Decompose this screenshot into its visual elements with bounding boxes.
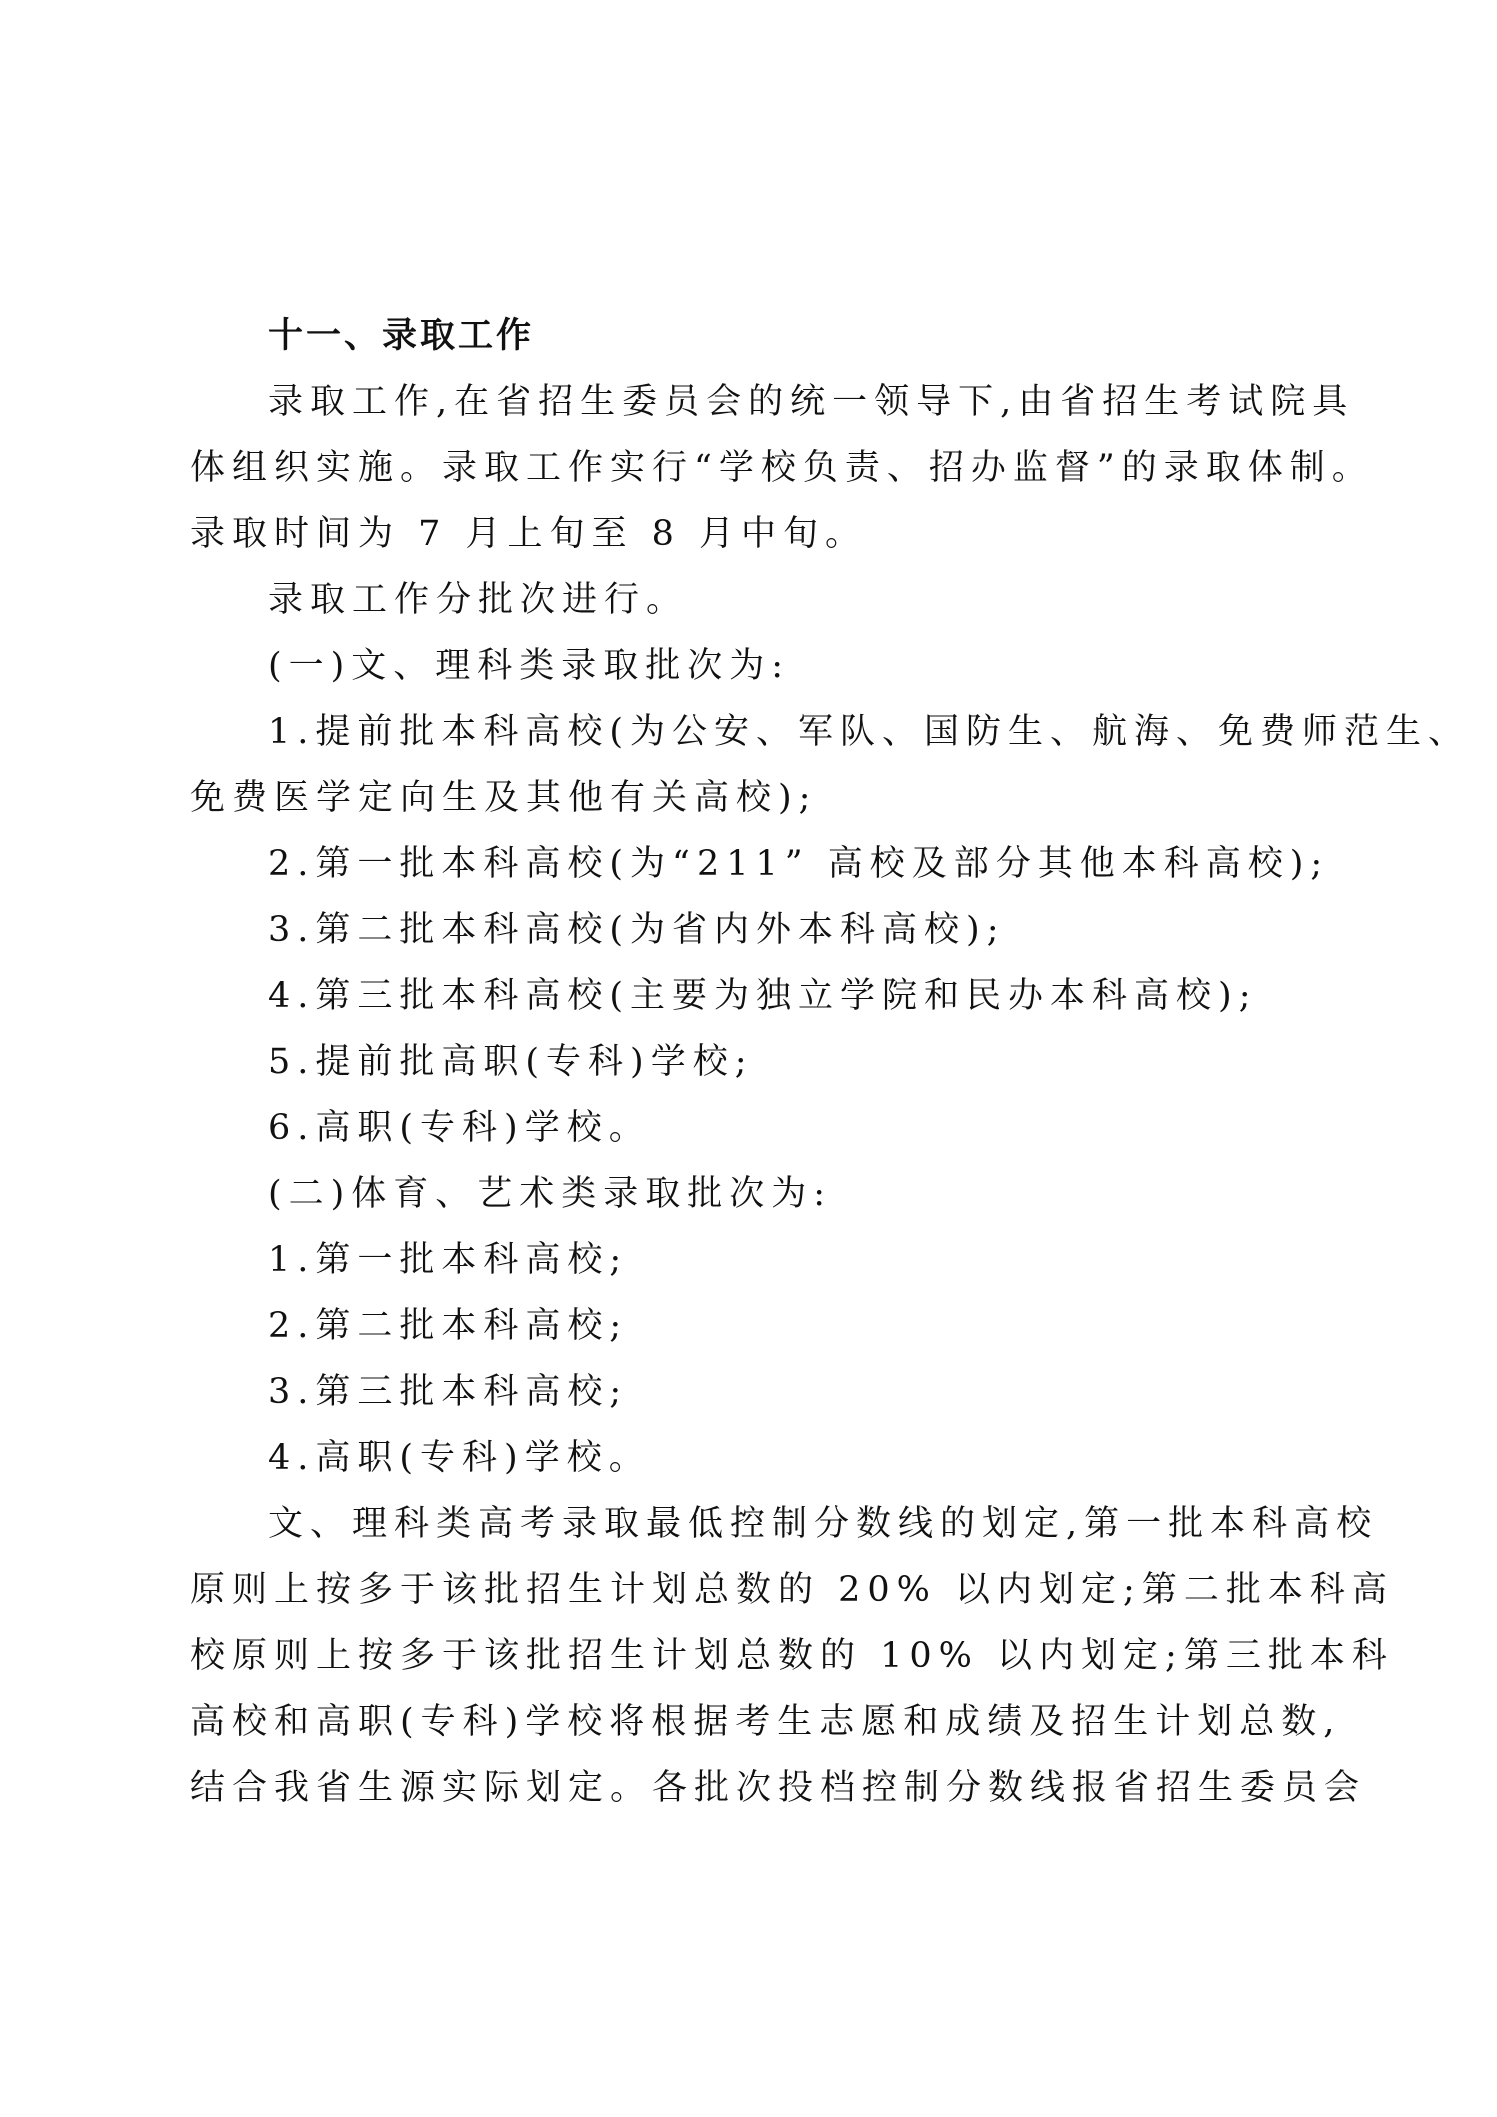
paragraph-line: 原则上按多于该批招生计划总数的 20% 以内划定;第二批本科高 (190, 1570, 1394, 1610)
list-item: 6.高职(专科)学校。 (268, 1108, 651, 1148)
document-body (190, 303, 1471, 1821)
subsection-heading: (一)文、理科类录取批次为: (268, 646, 791, 686)
subsection-heading: (二)体育、艺术类录取批次为: (268, 1174, 833, 1214)
paragraph-line: 文、理科类高考录取最低控制分数线的划定,第一批本科高校 (268, 1504, 1379, 1544)
paragraph-line: 录取工作分批次进行。 (268, 580, 689, 620)
paragraph-line: 校原则上按多于该批招生计划总数的 10% 以内划定;第三批本科 (190, 1636, 1394, 1676)
list-item: 3.第三批本科高校; (268, 1372, 629, 1412)
paragraph-line: 高校和高职(专科)学校将根据考生志愿和成绩及招生计划总数, (190, 1702, 1342, 1742)
list-item: 4.第三批本科高校(主要为独立学院和民办本科高校); (268, 976, 1258, 1016)
section-heading: 十一、录取工作 (268, 316, 535, 356)
list-item-continuation: 免费医学定向生及其他有关高校); (190, 778, 818, 818)
list-item: 1.第一批本科高校; (268, 1240, 629, 1280)
list-item: 2.第二批本科高校; (268, 1306, 629, 1346)
list-item: 2.第一批本科高校(为“211” 高校及部分其他本科高校); (268, 844, 1330, 884)
paragraph-line: 结合我省生源实际划定。各批次投档控制分数线报省招生委员会 (190, 1768, 1367, 1808)
list-item: 5.提前批高职(专科)学校; (268, 1042, 754, 1082)
paragraph-line: 录取工作,在省招生委员会的统一领导下,由省招生考试院具 (268, 382, 1355, 422)
list-item: 1.提前批本科高校(为公安、军队、国防生、航海、免费师范生、 (268, 712, 1471, 752)
paragraph-line: 录取时间为 7 月上旬至 8 月中旬。 (190, 514, 868, 554)
paragraph-line: 体组织实施。录取工作实行“学校负责、招办监督”的录取体制。 (190, 448, 1374, 488)
list-item: 3.第二批本科高校(为省内外本科高校); (268, 910, 1006, 950)
list-item: 4.高职(专科)学校。 (268, 1438, 651, 1478)
